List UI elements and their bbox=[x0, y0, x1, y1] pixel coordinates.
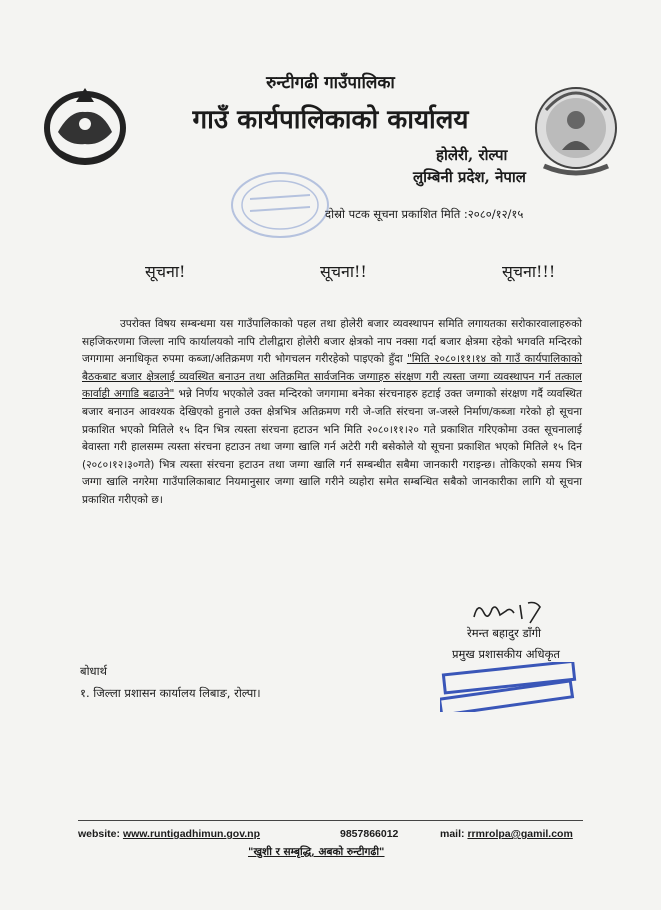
phone-number: 9857866012 bbox=[340, 828, 399, 840]
signatory-title: प्रमुख प्रशासकीय अधिकृत bbox=[452, 647, 560, 661]
website-link[interactable]: www.runtigadhimun.gov.np bbox=[122, 828, 261, 840]
office-seal-icon bbox=[225, 165, 335, 245]
address-line-1: होलेरी, रोल्पा bbox=[436, 146, 508, 164]
bodhartha-label: बोधार्थ bbox=[80, 664, 107, 678]
notice-heading-2: सूचना!! bbox=[320, 262, 367, 281]
notice-heading-1: सूचना! bbox=[145, 262, 186, 281]
footer-divider bbox=[78, 820, 583, 821]
mail-link[interactable]: rrmrolpa@gamil.com bbox=[467, 828, 573, 840]
body-intro: उपरोक्त विषय सम्बन्धमा यस गाउँपालिकाको पहल तथा होलेरी बजार व्यवस्थापन समिति लगायतका सरोकारवालाहरुको सहजिकरणमा जिल्ला नापि कार्यालयको नापि टोलीद्वारा होलेरी बजार क्षेत्रको नाप नक्सा गर्दा बजार क्षेत्रमा रहेको भगवति मन्दिरको जगगामा अनाधिकृत रुपमा कब्जा/अतिक्रमण गरी भोगचलन गरीरहेको पाइएको हुँदा bbox=[82, 318, 582, 366]
office-title: गाउँ कार्यपालिकाको कार्यालय bbox=[192, 105, 469, 135]
municipality-name: रुन्टीगढी गाउँपालिका bbox=[266, 73, 395, 93]
official-stamp-icon bbox=[440, 662, 580, 712]
website-info bbox=[78, 828, 260, 840]
mail-info bbox=[440, 828, 573, 840]
publication-date: दोस्रो पटक सूचना प्रकाशित मिति :२०८०/१२/१५ bbox=[325, 207, 524, 221]
notice-body bbox=[82, 316, 582, 510]
address-line-2: लुम्बिनी प्रदेश, नेपाल bbox=[413, 168, 526, 186]
bodhartha-item: १. जिल्ला प्रशासन कार्यालय लिबाङ, रोल्पा। bbox=[80, 686, 261, 700]
body-decision-quote: "मिति २०८०।११।१४ को गाउँ कार्यपालिकाको बैठकबाट बजार क्षेत्रलाई व्यवस्थित बनाउन तथा अतिक्रमित सार्वजनिक जग्गाहरु संरक्षण गरी त्यस्ता जग्गा व्यवस्थापन गर्न तत्काल कार्वाही अगाडि बढाउने" bbox=[82, 353, 582, 401]
body-continuation: भन्ने निर्णय भएकोले उक्त मन्दिरको जगगामा बनेका संरचनाहरु हटाई उक्त जग्गाको संरक्षण गर्दै व्यवस्थित बजार बनाउन आवश्यक देखिएको हुनाले उक्त क्षेत्रभित्र अतिक्रमण गरी जे-जति संरचना ज-जस्ले निर्माण/कब्जा गरेको हो सूचना प्रकाशित भएको मितिले १५ दिन भित्र त्यस्ता संरचना हटाउन भनि मिति २०८०।११।२० गते प्रकाशित गरिएकोमा उक्त सूचनालाई बेवास्ता गरी हालसम्म त्यस्ता संरचना हटाउन तथा जग्गा खालि गर्न अटेरी गरी बसेकोले यो सूचना प्रकाशित भएको मितिले १५ दिन (२०८०।१२।३०गते) भित्र त्यस्ता संरचना हटाउन तथा जग्गा खालि गर्न सम्बन्धीत सबैमा जानकारी गराइन्छ। तोकिएको समय भित्र जग्गा खालि नगरेमा गाउँपालिकाबाट नियमानुसार जग्गा खालि गरीने व्यहोरा समेत सम्बन्धित सबैको जानकारीका लागि यो सूचना प्रकाशित गरीएको छ। bbox=[82, 388, 582, 506]
notice-heading-3: सूचना!!! bbox=[502, 262, 556, 281]
signature-icon bbox=[470, 597, 550, 627]
slogan: "खुशी र सम्बृद्धि, अबको रुन्टीगढी" bbox=[248, 846, 385, 858]
website-label: website: bbox=[78, 828, 121, 840]
signatory-name: रेमन्त बहादुर डाँगी bbox=[467, 626, 542, 640]
mail-label: mail: bbox=[440, 828, 465, 840]
